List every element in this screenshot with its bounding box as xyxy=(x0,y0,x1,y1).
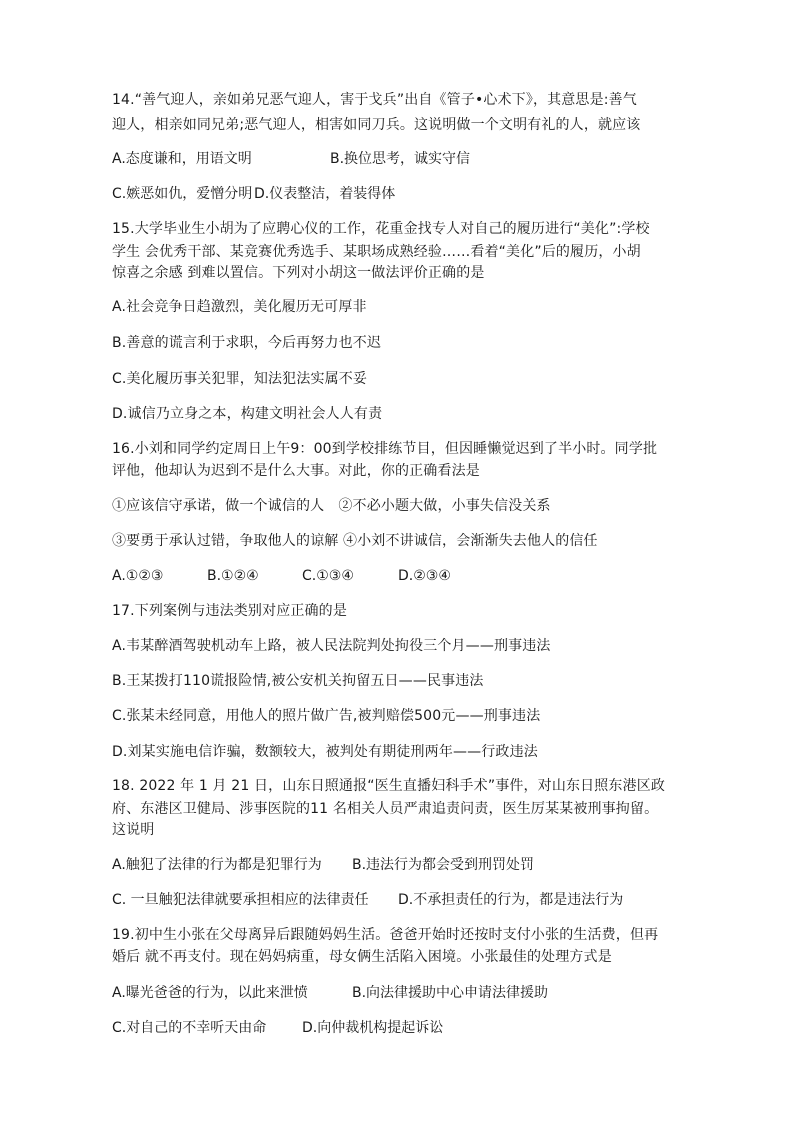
q14-option-d: D.仪表整洁，着装得体 xyxy=(254,186,396,202)
q18-stem-line3: 这说明 xyxy=(112,822,155,838)
q15-option-c: C.美化履历事关犯罪，知法犯法实属不妥 xyxy=(112,371,368,387)
q19-option-a: A.曝光爸爸的行为，以此来泄愤 xyxy=(112,985,308,1001)
q14-option-a: A.态度谦和，用语文明 xyxy=(112,151,252,167)
q16-stem-line1: 16.小刘和同学约定周日上午9：00到学校排练节目，但因睡懒觉迟到了半小时。同学批 xyxy=(112,441,658,457)
q16-statements-line1: ①应该信守承诺，做一个诚信的人 ②不必小题大做，小事失信没关系 xyxy=(112,498,551,514)
q14-stem-line2: 迎人，相亲如同兄弟;恶气迎人，相害如同刀兵。这说明做一个文明有礼的人，就应该 xyxy=(112,117,641,133)
q19-stem-line1: 19.初中生小张在父母离异后跟随妈妈生活。爸爸开始时还按时支付小张的生活费，但再 xyxy=(112,927,659,943)
q17-option-a: A.韦某醉酒驾驶机动车上路，被人民法院判处拘役三个月——刑事违法 xyxy=(112,638,551,654)
q14-option-c: C.嫉恶如仇，爱憎分明 xyxy=(112,186,253,202)
q19-option-c: C.对自己的不幸听天由命 xyxy=(112,1020,267,1036)
q16-option-a: A.①②③ xyxy=(112,568,164,584)
q18-stem-line2: 府、东港区卫健局、涉事医院的11 名相关人员严肃追责问责，医生厉某某被刑事拘留。 xyxy=(112,801,659,817)
q15-stem-line3: 惊喜之余感 到难以置信。下列对小胡这一做法评价正确的是 xyxy=(112,265,485,281)
q18-option-a: A.触犯了法律的行为都是犯罪行为 xyxy=(112,857,322,873)
q15-option-b: B.善意的谎言利于求职，今后再努力也不迟 xyxy=(112,335,382,351)
q16-option-c: C.①③④ xyxy=(302,568,354,584)
q15-option-d: D.诚信乃立身之本，构建文明社会人人有责 xyxy=(112,406,383,422)
q14-stem-line1: 14.“善气迎人，亲如弟兄恶气迎人，害于戈兵”出自《管子•心术下》，其意思是:善气 xyxy=(112,92,637,108)
q18-option-d: D.不承担责任的行为，都是违法行为 xyxy=(398,892,624,908)
q16-stem-line2: 评他，他却认为迟到不是什么大事。对此，你的正确看法是 xyxy=(112,463,480,479)
q19-stem-line2: 婚后 就不再支付。现在妈妈病重，母女俩生活陷入困境。小张最佳的处理方式是 xyxy=(112,949,612,965)
q17-option-b: B.王某拨打110谎报险情,被公安机关拘留五日——民事违法 xyxy=(112,673,484,689)
q18-stem-line1: 18. 2022 年 1 月 21 日，山东日照通报“医生直播妇科手术”事件，对山东日照东港区政 xyxy=(112,778,666,794)
q19-option-b: B.向法律援助中心申请法律援助 xyxy=(352,985,549,1001)
q18-option-c: C. 一旦触犯法律就要承担相应的法律责任 xyxy=(112,892,369,908)
q15-option-a: A.社会竞争日趋激烈，美化履历无可厚非 xyxy=(112,299,367,315)
q15-stem-line1: 15.大学毕业生小胡为了应聘心仪的工作，花重金找专人对自己的履历进行“美化”:学校 xyxy=(112,221,650,237)
q17-stem-line1: 17.下列案例与违法类别对应正确的是 xyxy=(112,603,347,619)
q14-option-b: B.换位思考，诚实守信 xyxy=(330,151,471,167)
q17-option-d: D.刘某实施电信诈骗，数额较大，被判处有期徒刑两年——行政违法 xyxy=(112,744,538,760)
q17-option-c: C.张某未经同意，用他人的照片做广告,被判赔偿500元——刑事违法 xyxy=(112,708,541,724)
q15-stem-line2: 学生 会优秀干部、某竞赛优秀选手、某职场成熟经验……看着“美化”后的履历，小胡 xyxy=(112,244,641,260)
q19-option-d: D.向仲裁机构提起诉讼 xyxy=(302,1020,444,1036)
q18-option-b: B.违法行为都会受到刑罚处罚 xyxy=(352,857,535,873)
q16-option-d: D.②③④ xyxy=(398,568,451,584)
q16-option-b: B.①②④ xyxy=(207,568,259,584)
q16-statements-line2: ③要勇于承认过错，争取他人的谅解 ④小刘不讲诚信，会渐渐失去他人的信任 xyxy=(112,533,598,549)
